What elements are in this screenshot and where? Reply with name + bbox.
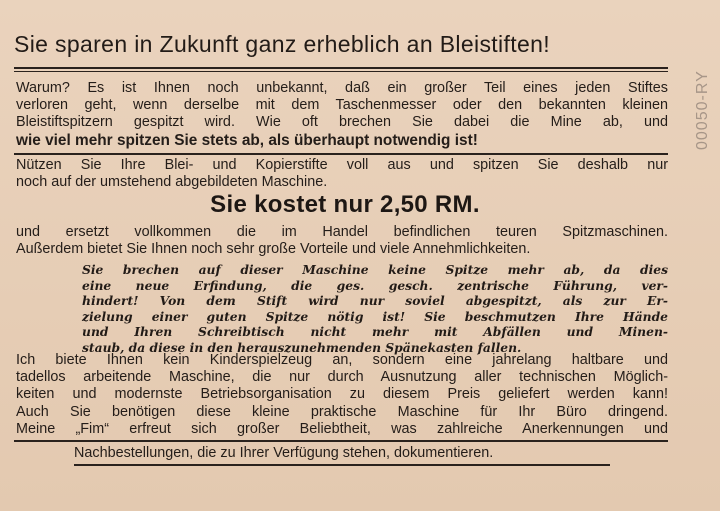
benefits-block — [82, 262, 668, 356]
benefits-line: staub, da diese in den herauszunehmenden Spänekasten fallen. — [82, 339, 522, 355]
offer-line: Meine „Fim“ erfreut sich großer Beliebtheit, was zahlreiche Anerkennungen und — [16, 420, 668, 437]
intro-paragraph — [16, 80, 668, 149]
closing-line: Nachbestellungen, die zu Ihrer Verfügung stehen, dokumentieren. — [74, 445, 494, 461]
offer-line: Auch Sie benötigen diese kleine praktische Maschine für Ihr Büro dringend. — [16, 403, 668, 420]
replace-paragraph — [16, 224, 668, 258]
intro-line: verloren geht, wenn derselbe mit dem Taschenmesser oder den bekannten kleinen — [16, 97, 668, 114]
benefits-line: zielung einer guten Spitze nötig ist! Sie beschmutzen Ihre Hände — [82, 308, 668, 324]
closing-rule — [74, 464, 610, 466]
replace-line: Außerdem bietet Sie Ihnen noch sehr große Vorteile und viele Annehmlichkeiten. — [16, 241, 531, 258]
intro-rule — [14, 153, 668, 155]
offer-line: keiten und modernste Betriebsorganisation zu diesem Preis geliefert werden kann! — [16, 386, 668, 403]
offer-rule — [14, 440, 668, 442]
replace-line: und ersetzt vollkommen die im Handel befindlichen teuren Spitzmaschinen. — [16, 224, 668, 240]
benefits-line: Sie brechen auf dieser Maschine keine Spitze mehr ab, da dies — [82, 262, 668, 277]
intro-emphasis-line: wie viel mehr spitzen Sie stets ab, als überhaupt notwendig ist! — [16, 131, 478, 149]
benefits-line: eine neue Erfindung, die ges. gesch. zentrische Führung, ver- — [82, 277, 668, 293]
offer-line: Ich biete Ihnen kein Kinderspielzeug an, sondern eine jahrelang haltbare und — [16, 352, 668, 368]
price-heading: Sie kostet nur 2,50 RM. — [210, 191, 480, 218]
use-paragraph — [16, 157, 668, 191]
use-line: Nützen Sie Ihre Blei- und Kopierstifte voll aus und spitzen Sie deshalb nur — [16, 157, 668, 173]
benefits-line: und Ihren Schreibtisch nicht mehr mit Abfällen und Minen- — [82, 324, 668, 340]
intro-line: Bleistiftspitzern gespitzt wird. Wie oft brechen Sie dabei die Mine ab, und — [16, 114, 668, 131]
headline-rule-bottom — [14, 71, 668, 72]
archive-stamp: 00050-RY — [694, 70, 711, 150]
headline: Sie sparen in Zukunft ganz erheblich an Bleistiften! — [14, 31, 551, 57]
use-line: noch auf der umstehend abgebildeten Maschine. — [16, 174, 328, 191]
intro-line: Warum? Es ist Ihnen noch unbekannt, daß ein großer Teil eines jeden Stiftes — [16, 80, 668, 96]
benefits-line: hindert! Von dem Stift wird nur soviel abgespitzt, als zur Er- — [82, 293, 668, 309]
offer-paragraph — [16, 352, 668, 438]
offer-line: tadellos arbeitende Maschine, die nur durch Ausnutzung aller technischen Möglich- — [16, 369, 668, 386]
headline-rule-top — [14, 67, 668, 69]
